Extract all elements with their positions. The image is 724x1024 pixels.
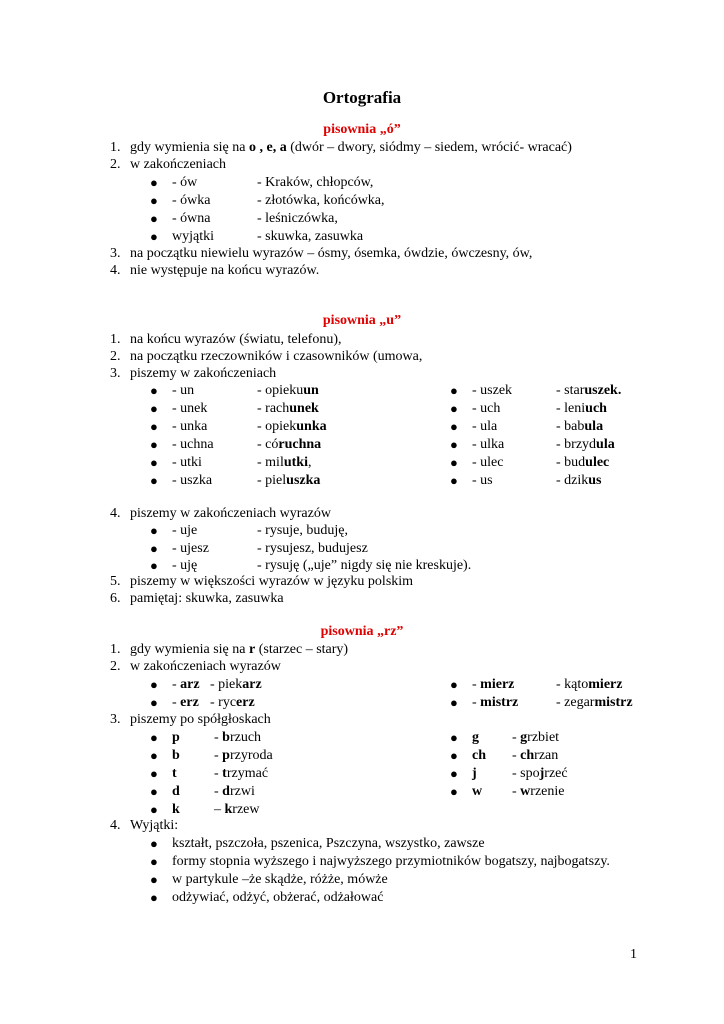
item-text: piszemy w zakończeniach wyrazów	[130, 506, 331, 521]
suffix: - us	[472, 473, 493, 488]
item-number: 4.	[110, 506, 121, 521]
item-text: w zakończeniach wyrazów	[130, 659, 281, 674]
example: - leniuch	[556, 401, 607, 416]
examples: - Kraków, chłopców,	[257, 175, 374, 190]
bullet-icon: ●	[450, 748, 458, 763]
bullet-icon: ●	[150, 872, 158, 887]
item-text: piszemy w zakończeniach	[130, 366, 277, 381]
item-number: 2.	[110, 157, 121, 172]
examples: - rysuje, buduję,	[257, 523, 348, 538]
suffix: - ula	[472, 419, 498, 434]
item-number: 1.	[110, 642, 121, 657]
example: - pieluszka	[257, 473, 321, 488]
suffix: - erz	[172, 695, 199, 710]
example: - brzydula	[556, 437, 615, 452]
bullet-icon: ●	[450, 677, 458, 692]
bullet-icon: ●	[150, 523, 158, 538]
example: - brzuch	[214, 730, 262, 745]
consonant: g	[472, 730, 479, 745]
examples: - rysuję („uje” nigdy się nie kreskuje).	[257, 558, 472, 573]
examples: - skuwka, zasuwka	[257, 229, 364, 244]
item-number: 3.	[110, 712, 121, 727]
bullet-icon: ●	[450, 455, 458, 470]
exception-text: w partykule –że skądże, różże, mówże	[172, 872, 388, 887]
section-heading-o: pisownia „ó”	[323, 122, 401, 137]
section-heading-u: pisownia „u”	[322, 313, 402, 328]
bullet-icon: ●	[450, 401, 458, 416]
example: - córuchna	[257, 437, 322, 452]
item-text: piszemy po spółgłoskach	[130, 712, 271, 727]
item-number: 3.	[110, 366, 121, 381]
page-number: 1	[630, 947, 637, 962]
bullet-icon: ●	[150, 473, 158, 488]
consonant: t	[172, 766, 177, 781]
page-title: Ortografia	[322, 88, 402, 107]
item-number: 1.	[110, 332, 121, 347]
bullet-icon: ●	[450, 383, 458, 398]
suffix: - ujesz	[172, 541, 209, 556]
example: - trzymać	[214, 766, 269, 781]
suffix: - uchna	[172, 437, 214, 452]
example: – krzew	[214, 802, 260, 817]
example: - rachunek	[257, 401, 319, 416]
item-number: 5.	[110, 574, 121, 589]
suffix: - ów	[172, 175, 198, 190]
example: - zegarmistrz	[556, 695, 633, 710]
item-text: Wyjątki:	[130, 818, 179, 833]
item-number: 6.	[110, 591, 121, 606]
bullet-icon: ●	[150, 383, 158, 398]
section-heading-rz: pisownia „rz”	[320, 624, 404, 639]
example: - piekarz	[210, 677, 262, 692]
example: - rycerz	[210, 695, 255, 710]
bullet-icon: ●	[450, 730, 458, 745]
bullet-icon: ●	[150, 419, 158, 434]
bullet-icon: ●	[150, 175, 158, 190]
suffix: - uszek	[472, 383, 513, 398]
suffix: - uje	[172, 523, 198, 538]
bullet-icon: ●	[450, 437, 458, 452]
suffix: - un	[172, 383, 195, 398]
consonant: ch	[472, 748, 486, 763]
bullet-icon: ●	[450, 473, 458, 488]
bullet-icon: ●	[150, 541, 158, 556]
bullet-icon: ●	[150, 401, 158, 416]
item-text: na początku rzeczowników i czasowników (umowa,	[130, 349, 423, 364]
examples: - złotówka, końcówka,	[257, 193, 385, 208]
consonant: d	[172, 784, 180, 799]
bullet-icon: ●	[150, 836, 158, 851]
item-text: gdy wymienia się na o , e, a (dwór – dwory, siódmy – siedem, wrócić- wracać)	[130, 140, 572, 155]
suffix: - ulec	[472, 455, 504, 470]
bullet-icon: ●	[150, 766, 158, 781]
bullet-icon: ●	[150, 748, 158, 763]
item-number: 3.	[110, 246, 121, 261]
bullet-icon: ●	[150, 437, 158, 452]
bullet-icon: ●	[150, 455, 158, 470]
example: - budulec	[556, 455, 610, 470]
consonant: b	[172, 748, 180, 763]
example: - przyroda	[214, 748, 273, 763]
bullet-icon: ●	[150, 890, 158, 905]
bullet-icon: ●	[150, 558, 158, 573]
example: - wrzenie	[512, 784, 565, 799]
item-text: pamiętaj: skuwka, zasuwka	[130, 591, 284, 606]
bullet-icon: ●	[450, 695, 458, 710]
examples: - rysujesz, budujesz	[257, 541, 368, 556]
example: - spojrzeć	[512, 766, 568, 781]
bullet-icon: ●	[150, 229, 158, 244]
item-text: nie występuje na końcu wyrazów.	[130, 263, 320, 278]
bullet-icon: ●	[450, 419, 458, 434]
bullet-icon: ●	[150, 677, 158, 692]
suffix: - unek	[172, 401, 208, 416]
example: - opiekunka	[257, 419, 327, 434]
item-text: gdy wymienia się na r (starzec – stary)	[130, 642, 349, 657]
consonant: w	[472, 784, 483, 799]
bullet-icon: ●	[150, 802, 158, 817]
item-number: 1.	[110, 140, 121, 155]
item-number: 4.	[110, 263, 121, 278]
suffix: - ulka	[472, 437, 505, 452]
suffix: - mierz	[472, 677, 515, 692]
consonant: k	[172, 802, 180, 817]
example: - drzwi	[214, 784, 255, 799]
item-number: 2.	[110, 659, 121, 674]
suffix: wyjątki	[172, 229, 214, 244]
item-text: w zakończeniach	[130, 157, 226, 172]
bullet-icon: ●	[450, 766, 458, 781]
item-text: na końcu wyrazów (światu, telefonu),	[130, 332, 342, 347]
suffix: - uch	[472, 401, 501, 416]
exception-text: odżywiać, odżyć, obżerać, odżałować	[172, 890, 384, 905]
consonant: p	[172, 730, 180, 745]
item-number: 4.	[110, 818, 121, 833]
example: - chrzan	[512, 748, 559, 763]
example: - dzikus	[556, 473, 602, 488]
suffix: - uszka	[172, 473, 213, 488]
bullet-icon: ●	[150, 695, 158, 710]
bullet-icon: ●	[150, 730, 158, 745]
example: - milutki,	[257, 455, 312, 470]
example: - grzbiet	[512, 730, 560, 745]
exception-text: formy stopnia wyższego i najwyższego przymiotników bogatszy, najbogatszy.	[172, 854, 610, 869]
suffix: - arz	[172, 677, 200, 692]
suffix: - ówka	[172, 193, 211, 208]
item-number: 2.	[110, 349, 121, 364]
examples: - leśniczówka,	[257, 211, 338, 226]
example: - babula	[556, 419, 604, 434]
suffix: - utki	[172, 455, 202, 470]
bullet-icon: ●	[150, 211, 158, 226]
exception-text: kształt, pszczoła, pszenica, Pszczyna, wszystko, zawsze	[172, 836, 485, 851]
bullet-icon: ●	[150, 854, 158, 869]
bullet-icon: ●	[150, 193, 158, 208]
bullet-icon: ●	[450, 784, 458, 799]
suffix: - unka	[172, 419, 208, 434]
suffix: - ówna	[172, 211, 211, 226]
example: - staruszek.	[556, 383, 622, 398]
item-text: na początku niewielu wyrazów – ósmy, ósemka, ówdzie, ówczesny, ów,	[130, 246, 533, 261]
suffix: - mistrz	[472, 695, 519, 710]
consonant: j	[472, 766, 477, 781]
suffix: - uję	[172, 558, 198, 573]
bullet-icon: ●	[150, 784, 158, 799]
example: - opiekuun	[257, 383, 319, 398]
item-text: piszemy w większości wyrazów w języku polskim	[130, 574, 414, 589]
example: - kątomierz	[556, 677, 623, 692]
